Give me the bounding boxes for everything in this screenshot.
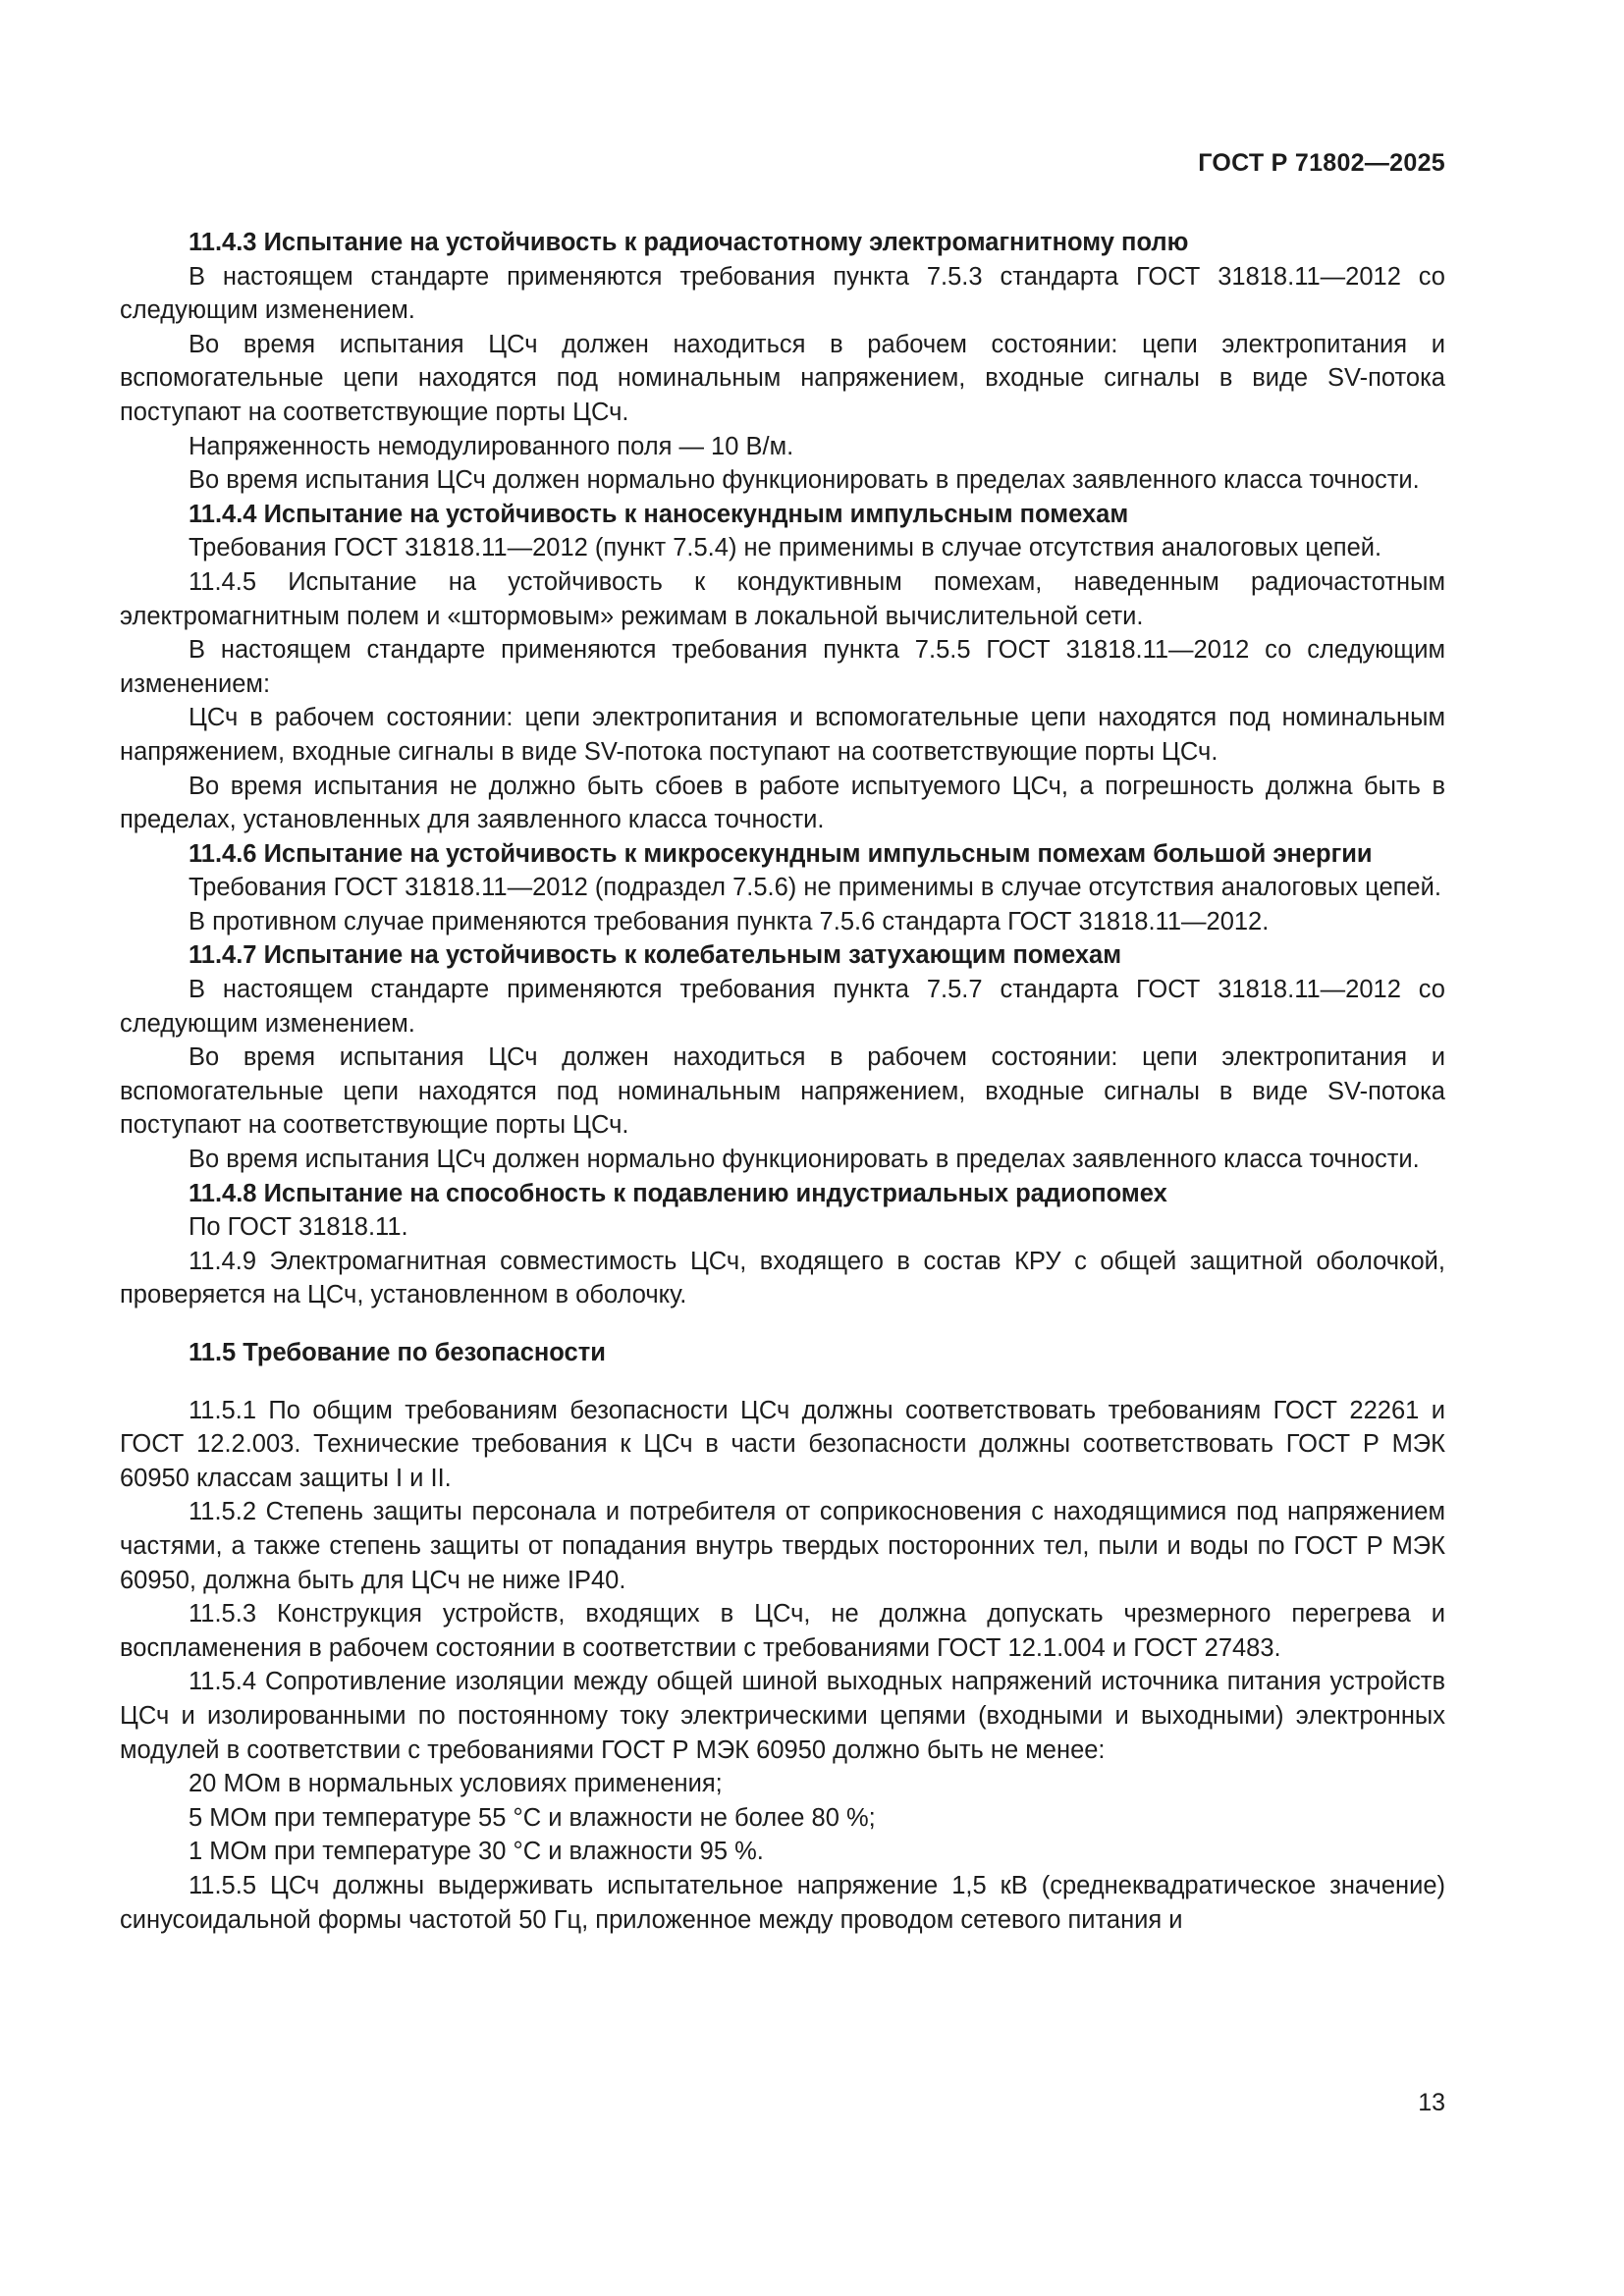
body-paragraph: Во время испытания ЦСч должен нормально функционировать в пределах заявленного класса точности. (189, 466, 1420, 495)
body-paragraph: 11.4.5 Испытание на устойчивость к кондуктивным помехам, наведенным радиочастотным электромагнитным полем и «штормовым» режимам в локальной вычислительной сети. (120, 567, 1445, 630)
section-heading: 11.5 Требование по безопасности (189, 1339, 606, 1366)
body-paragraph: Во время испытания не должно быть сбоев в работе испытуемого ЦСч, а погрешность должна быть в пределах, установленных для заявленного класса точности. (120, 772, 1445, 834)
body-paragraph: 11.5.3 Конструкция устройств, входящих в ЦСч, не должна допускать чрезмерного перегрева и воспламенения в рабочем состоянии в соответствии с требованиями ГОСТ 12.1.004 и ГОСТ 27483. (120, 1600, 1445, 1662)
body-paragraph: 11.5.2 Степень защиты персонала и потребителя от соприкосновения с находящимися под напряжением частями, а также степень защиты от попадания внутрь твердых посторонних тел, пыли и воды по ГОСТ Р МЭК 60950, должна быть для ЦСч не ниже IP40. (120, 1498, 1445, 1594)
body-paragraph: По ГОСТ 31818.11. (189, 1213, 408, 1242)
body-paragraph: Во время испытания ЦСч должен находиться в рабочем состоянии: цепи электропитания и вспомогательные цепи находятся под номинальным напряжением, входные сигналы в виде SV-потока поступают на соответствующие порты ЦСч. (120, 330, 1445, 426)
section-heading: 11.4.8 Испытание на способность к подавлению индустриальных радиопомех (189, 1179, 1167, 1207)
body-paragraph: ЦСч в рабочем состоянии: цепи электропитания и вспомогательные цепи находятся под номинальным напряжением, входные сигналы в виде SV-потока поступают на соответствующие порты ЦСч. (120, 704, 1445, 766)
body-paragraph: 5 МОм при температуре 55 °С и влажности не более 80 %; (189, 1803, 876, 1832)
body-paragraph: В противном случае применяются требования пункта 7.5.6 стандарта ГОСТ 31818.11—2012. (189, 907, 1270, 935)
body-paragraph: Напряженность немодулированного поля — 10 В/м. (189, 432, 794, 460)
body-paragraph: В настоящем стандарте применяются требования пункта 7.5.7 стандарта ГОСТ 31818.11—2012 со следующим изменением. (120, 976, 1445, 1038)
document-id-header: ГОСТ Р 71802—2025 (1198, 149, 1445, 177)
body-paragraph: Требования ГОСТ 31818.11—2012 (пункт 7.5.4) не применимы в случае отсутствия аналоговых цепей. (189, 534, 1382, 562)
page-number: 13 (1418, 2089, 1445, 2116)
section-heading: 11.4.4 Испытание на устойчивость к наносекундным импульсным помехам (189, 500, 1129, 528)
body-paragraph: 20 МОм в нормальных условиях применения; (189, 1770, 723, 1798)
body-paragraph: В настоящем стандарте применяются требования пункта 7.5.5 ГОСТ 31818.11—2012 со следующим изменением: (120, 636, 1445, 698)
body-paragraph: Во время испытания ЦСч должен находиться в рабочем состоянии: цепи электропитания и вспомогательные цепи находятся под номинальным напряжением, входные сигналы в виде SV-потока поступают на соответствующие порты ЦСч. (120, 1043, 1445, 1140)
body-paragraph: 11.5.1 По общим требованиям безопасности ЦСч должны соответствовать требованиям ГОСТ 22261 и ГОСТ 12.2.003. Технические требования к ЦСч в части безопасности должны соответствовать ГОСТ Р МЭК 60950 классам защиты I и II. (120, 1396, 1445, 1492)
body-paragraph: 11.4.9 Электромагнитная совместимость ЦСч, входящего в состав КРУ с общей защитной оболочкой, проверяется на ЦСч, установленном в оболочку. (120, 1247, 1445, 1309)
body-paragraph: 11.5.4 Сопротивление изоляции между общей шиной выходных напряжений источника питания устройств ЦСч и изолированными по постоянному току электрическими цепями (входными и выходными) электронных модулей в соответствии с требованиями ГОСТ Р МЭК 60950 должно быть не менее: (120, 1668, 1445, 1764)
page-body (120, 226, 1445, 1937)
body-paragraph: 11.5.5 ЦСч должны выдерживать испытательное напряжение 1,5 кВ (среднеквадратическое значение) синусоидальной формы частотой 50 Гц, приложенное между проводом сетевого питания и (120, 1871, 1445, 1934)
body-paragraph: 1 МОм при температуре 30 °С и влажности 95 %. (189, 1838, 764, 1866)
section-heading: 11.4.6 Испытание на устойчивость к микросекундным импульсным помехам большой энергии (189, 839, 1373, 868)
body-paragraph: Во время испытания ЦСч должен нормально функционировать в пределах заявленного класса точности. (189, 1146, 1420, 1174)
body-paragraph: В настоящем стандарте применяются требования пункта 7.5.3 стандарта ГОСТ 31818.11—2012 со следующим изменением. (120, 262, 1445, 325)
body-paragraph: Требования ГОСТ 31818.11—2012 (подраздел 7.5.6) не применимы в случае отсутствия аналоговых цепей. (189, 874, 1441, 902)
section-heading: 11.4.3 Испытание на устойчивость к радиочастотному электромагнитному полю (189, 229, 1189, 256)
section-heading: 11.4.7 Испытание на устойчивость к колебательным затухающим помехам (189, 941, 1122, 970)
